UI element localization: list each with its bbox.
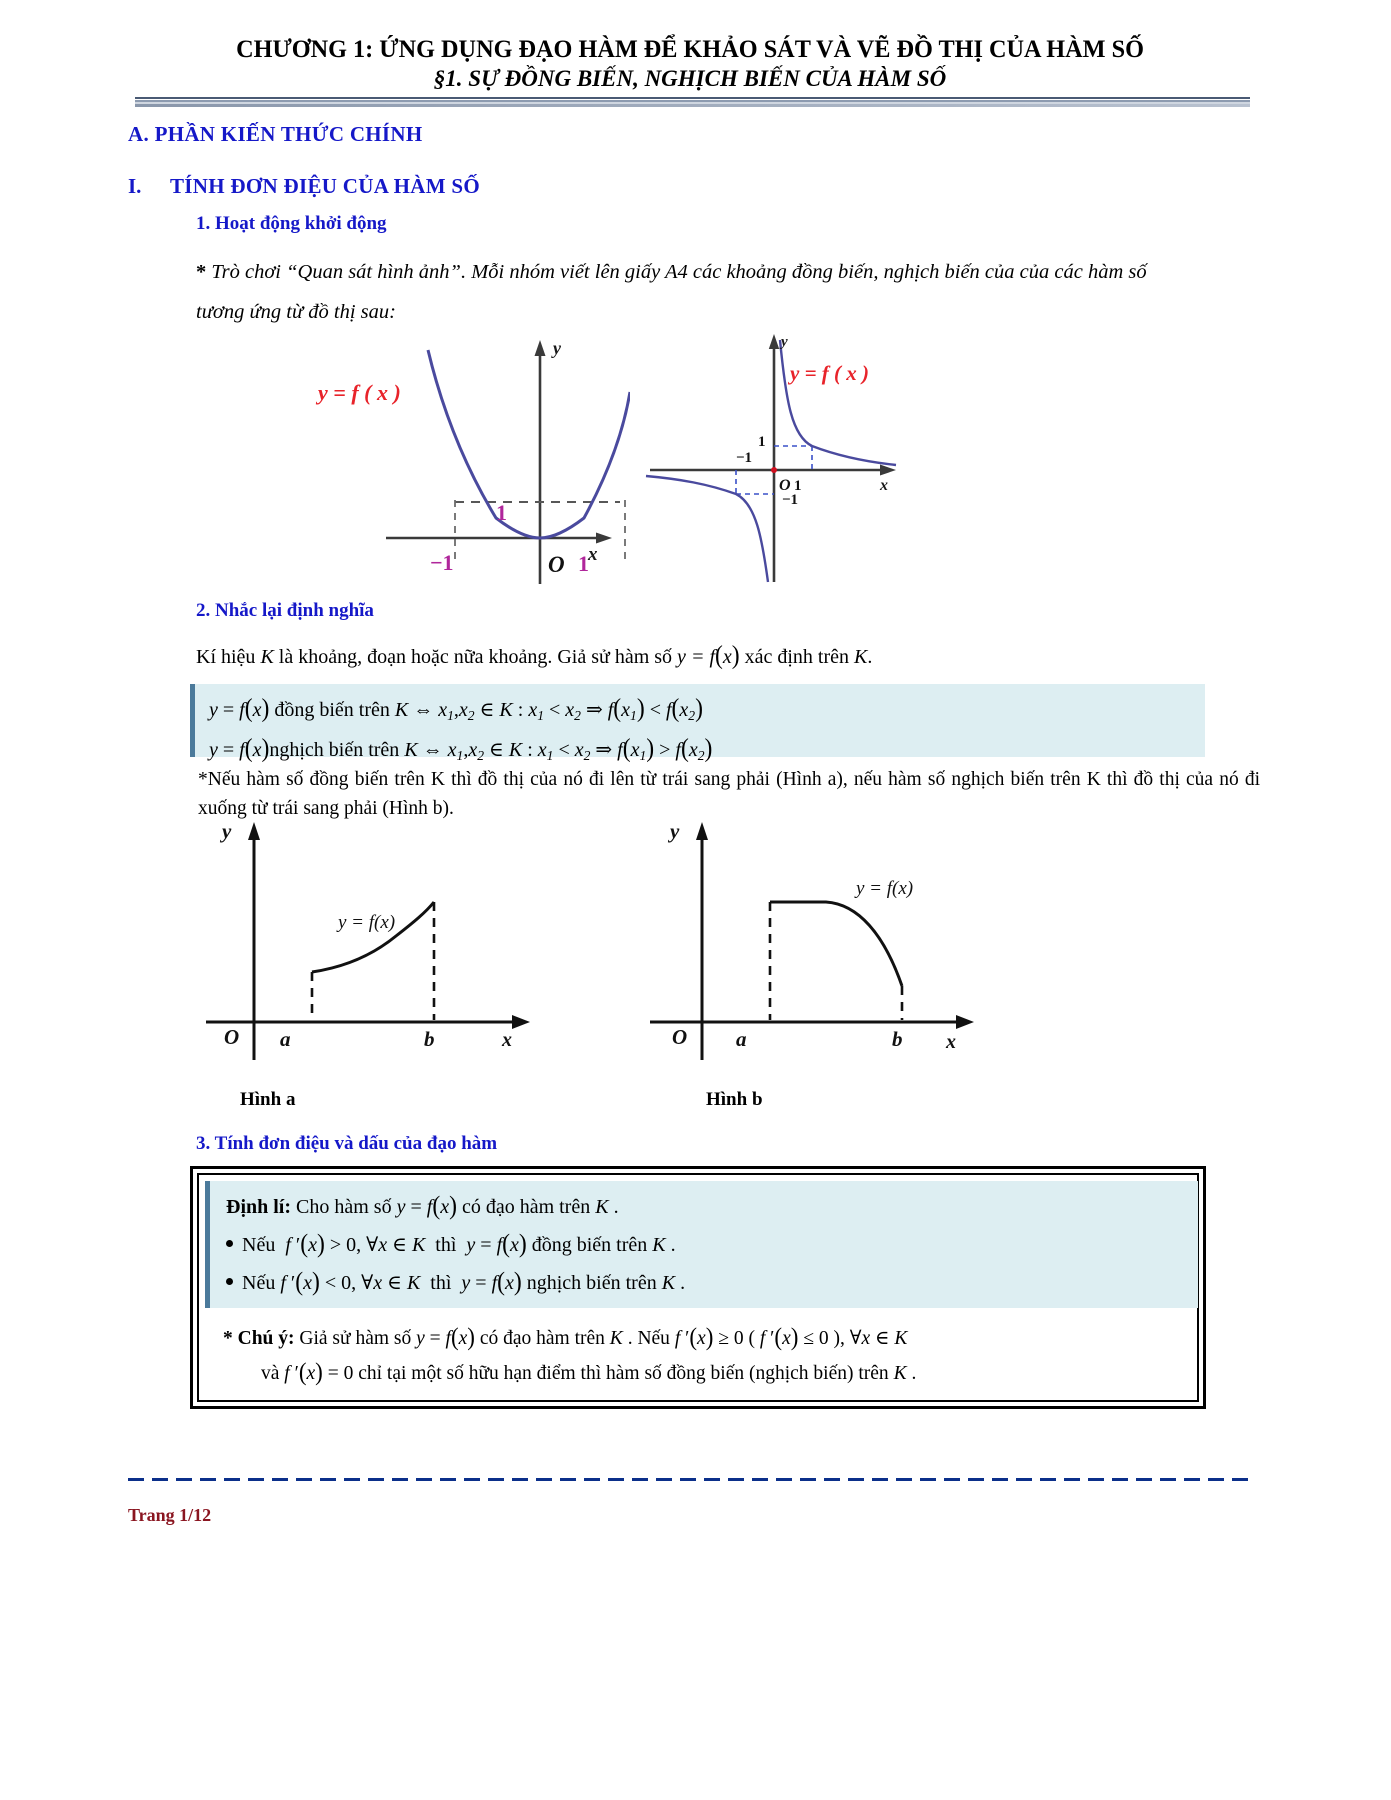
hyperbola-y-label: y [781, 334, 788, 350]
hinh-b-x-label: x [946, 1031, 956, 1053]
theorem-title: Định lí: [226, 1196, 292, 1218]
parabola-tick-origin: O [548, 552, 565, 577]
theorem-bullet-1: Nếu f ′(x) > 0, ∀x ∈ K thì y = f(x) đồng biến trên K . [226, 1225, 1198, 1263]
page-header [130, 36, 1250, 92]
hinh-a-y-label: y [222, 820, 232, 843]
activity-text: Trò chơi “Quan sát hình ảnh”. Mỗi nhóm viết lên giấy A4 các khoảng đồng biến, nghịch biến của của các hàm số tương ứng từ đồ thị sau: [196, 261, 1147, 323]
theorem-note-line-2: và f ′(x) = 0 chỉ tại một số hữu hạn điểm thì hàm số đồng biến (nghịch biến) trên K . [261, 1356, 917, 1386]
parabola-x-arrow [596, 533, 612, 544]
kihieu-K1: K [260, 646, 274, 668]
theorem-box [190, 1166, 1206, 1409]
hyperbola-tick-y1: 1 [758, 434, 766, 450]
parabola-curve-label: y = f ( x ) [318, 380, 401, 405]
kihieu-function: y = f(x) [677, 641, 740, 671]
hyperbola-y-arrow [769, 334, 779, 349]
theorem-title-line [226, 1187, 1198, 1225]
definition-box [190, 684, 1205, 764]
hinh-a-x-arrow [512, 1015, 530, 1029]
hinh-b-origin: O [672, 1025, 688, 1049]
parabola-svg [300, 332, 630, 592]
theorem-inner-border [197, 1173, 1199, 1402]
hinh-a-tick-b: b [424, 1027, 435, 1051]
heading-sub-3: 3. Tính đơn điệu và dấu của đạo hàm [196, 1133, 498, 1154]
parabola-tick-neg1: −1 [430, 550, 454, 575]
footer-divider [128, 1478, 1248, 1481]
header-divider-shadow [135, 104, 1250, 107]
hinh-b-curve-label: y = f(x) [856, 878, 914, 899]
hinh-a-curve-label: y = f(x) [338, 912, 396, 933]
hinh-a-tick-a: a [280, 1027, 291, 1051]
hyperbola-tick-x1: 1 [794, 478, 802, 494]
hinh-a-y-arrow [248, 822, 260, 840]
definition-line-increasing: y = f(x) đồng biến trên K ⇔ $x_1,x_2$ ∈ K : $x_1 < x_2$ ⇒ $f(x_1) < f(x_2)$ [209, 694, 703, 724]
hinh-a-origin: O [224, 1025, 240, 1049]
figure-hinh-b [640, 820, 1010, 1075]
hinh-a-svg [196, 820, 566, 1070]
parabola-y-arrow [535, 340, 546, 356]
footer-page-number: Trang 1/12 [128, 1505, 212, 1525]
kihieu-post: xác định trên [739, 646, 855, 668]
hinh-b-y-arrow [696, 822, 708, 840]
parabola-tick-y1: 1 [496, 500, 507, 525]
hinh-b-tick-a: a [736, 1027, 747, 1051]
heading-sub-1: 1. Hoạt động khởi động [196, 213, 387, 234]
bullet-icon [226, 1278, 233, 1285]
caption-hinh-a: Hình a [240, 1089, 296, 1110]
header-section-title: §1. SỰ ĐỒNG BIẾN, NGHỊCH BIẾN CỦA HÀM SỐ [433, 66, 947, 91]
hinh-b-y-label: y [670, 820, 680, 843]
hinh-b-svg [640, 820, 1010, 1070]
heading-sub-2: 2. Nhắc lại định nghĩa [196, 600, 374, 621]
figure-hinh-a [196, 820, 566, 1075]
hinh-b-x-arrow [956, 1015, 974, 1029]
kihieu-dot: . [867, 646, 873, 668]
theorem-blue-panel [205, 1181, 1198, 1308]
hyperbola-tick-negy1: −1 [782, 492, 799, 508]
parabola-y-label: y [553, 338, 561, 358]
parabola-tick-1: 1 [578, 551, 589, 576]
monotonicity-note: *Nếu hàm số đồng biến trên K thì đồ thị của nó đi lên từ trái sang phải (Hình a), nếu hàm số nghịch biến trên K thì đồ thị của nó đi xuống từ trái sang phải (Hình b). [198, 769, 1260, 820]
heading-roman-number: I. [128, 174, 142, 198]
hyperbola-svg [640, 332, 920, 592]
figure-hyperbola [640, 332, 920, 597]
hyperbola-origin-dot [771, 467, 777, 473]
definition-intro-paragraph [196, 638, 872, 676]
theorem-note-star: * Chú ý: [223, 1328, 295, 1349]
theorem-note-rest: Giả sử hàm số y = f(x) có đạo hàm trên K . Nếu f ′(x) ≥ 0 ( f ′(x) ≤ 0 ), ∀x ∈ K [294, 1321, 908, 1351]
theorem-bullet-2: Nếu f ′(x) < 0, ∀x ∈ K thì y = f(x) nghịch biến trên K . [226, 1263, 1198, 1301]
hyperbola-curve-label: y = f ( x ) [790, 361, 870, 385]
hinh-b-tick-b: b [892, 1027, 903, 1051]
parabola-x-label: x [588, 544, 598, 565]
header-divider [135, 96, 1250, 104]
hyperbola-tick-negx1: −1 [736, 450, 753, 466]
kihieu-mid: là khoảng, đoạn hoặc nữa khoảng. Giả sử hàm số [273, 646, 678, 668]
hinh-b-curve [770, 902, 902, 986]
theorem-title-rest: Cho hàm số y = f(x) có đạo hàm trên K . [291, 1191, 619, 1221]
kihieu-K2: K [854, 646, 868, 668]
figure-parabola [300, 332, 630, 597]
hyperbola-x-label: x [880, 477, 888, 494]
activity-paragraph [196, 253, 1196, 333]
parabola-curve [428, 350, 630, 538]
theorem-note-line-1 [223, 1318, 1191, 1355]
hinh-a-x-label: x [502, 1029, 512, 1051]
caption-hinh-b: Hình b [706, 1089, 763, 1110]
hyperbola-branch-lower [646, 476, 768, 582]
heading-section-a: A. PHẦN KIẾN THỨC CHÍNH [128, 122, 423, 146]
definition-line-decreasing: y = f(x)nghịch biến trên K ⇔ $x_1,x_2$ ∈ K : $x_1 < x_2$ ⇒ $f(x_1) > f(x_2)$ [209, 733, 713, 764]
kihieu-pre: Kí hiệu [196, 646, 261, 668]
hyperbola-tick-origin: O [779, 477, 791, 494]
heading-roman-i: TÍNH ĐƠN ĐIỆU CỦA HÀM SỐ [170, 174, 480, 198]
bullet-icon [226, 1240, 233, 1247]
hyperbola-x-arrow [880, 465, 896, 476]
hyperbola-branch-upper [780, 340, 896, 465]
header-chapter-title: CHƯƠNG 1: ỨNG DỤNG ĐẠO HÀM ĐỂ KHẢO SÁT VÀ VẼ ĐỒ THỊ CỦA HÀM SỐ [236, 36, 1144, 63]
activity-star: * [196, 261, 207, 283]
